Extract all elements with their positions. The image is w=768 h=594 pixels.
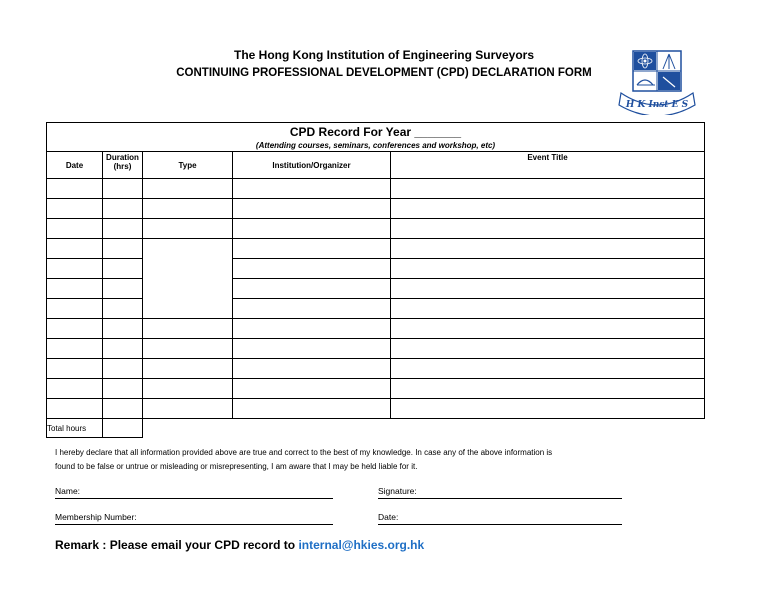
- cpd-record-table: [46, 122, 705, 438]
- col-header-institution: Institution/Organizer: [233, 152, 391, 179]
- institution-cell[interactable]: [233, 299, 391, 319]
- table-row: [47, 239, 705, 259]
- date-cell[interactable]: [47, 239, 103, 259]
- type-cell-merged[interactable]: [143, 239, 233, 319]
- type-cell[interactable]: [143, 399, 233, 419]
- duration-cell[interactable]: [103, 239, 143, 259]
- col-header-type: Type: [143, 152, 233, 179]
- total-hours-label: Total hours: [47, 419, 103, 438]
- date-field[interactable]: Date:: [378, 512, 622, 525]
- institution-cell[interactable]: [233, 379, 391, 399]
- hkies-logo-icon: [615, 47, 699, 115]
- record-header-cell: [47, 123, 705, 152]
- duration-cell[interactable]: [103, 259, 143, 279]
- logo-text: H K Inst E S: [625, 100, 689, 110]
- event-title-cell[interactable]: [391, 299, 705, 319]
- event-title-cell[interactable]: [391, 379, 705, 399]
- date-cell[interactable]: [47, 299, 103, 319]
- date-cell[interactable]: [47, 179, 103, 199]
- col-header-event-title: Event Title: [391, 152, 705, 179]
- duration-cell[interactable]: [103, 179, 143, 199]
- type-cell[interactable]: [143, 199, 233, 219]
- institution-cell[interactable]: [233, 279, 391, 299]
- event-title-cell[interactable]: [391, 199, 705, 219]
- institution-cell[interactable]: [233, 259, 391, 279]
- table-row: [47, 379, 705, 399]
- type-cell[interactable]: [143, 219, 233, 239]
- institution-cell[interactable]: [233, 199, 391, 219]
- type-cell[interactable]: [143, 379, 233, 399]
- col-header-duration: [103, 152, 143, 179]
- institution-cell[interactable]: [233, 399, 391, 419]
- event-title-cell[interactable]: [391, 179, 705, 199]
- duration-cell[interactable]: [103, 339, 143, 359]
- type-cell[interactable]: [143, 179, 233, 199]
- duration-cell[interactable]: [103, 379, 143, 399]
- institution-cell[interactable]: [233, 359, 391, 379]
- organization-name: The Hong Kong Institution of Engineering Surveyors: [234, 48, 534, 62]
- table-row: [47, 319, 705, 339]
- col-header-date: Date: [47, 152, 103, 179]
- form-title: CONTINUING PROFESSIONAL DEVELOPMENT (CPD) DECLARATION FORM: [176, 67, 592, 79]
- duration-cell[interactable]: [103, 299, 143, 319]
- type-cell[interactable]: [143, 319, 233, 339]
- duration-cell[interactable]: [103, 279, 143, 299]
- record-title: CPD Record For Year _______: [289, 125, 462, 139]
- event-title-cell[interactable]: [391, 339, 705, 359]
- event-title-cell[interactable]: [391, 359, 705, 379]
- institution-cell[interactable]: [233, 219, 391, 239]
- signature-field[interactable]: Signature:: [378, 486, 622, 499]
- name-field[interactable]: Name:: [55, 486, 333, 499]
- date-cell[interactable]: [47, 359, 103, 379]
- declaration-line-2: found to be false or untrue or misleading or misrepresenting, I am aware that I may be held liable for it.: [55, 462, 418, 471]
- blank-area: [143, 419, 705, 438]
- duration-label: Duration: [106, 153, 139, 162]
- date-cell[interactable]: [47, 379, 103, 399]
- table-row: [47, 339, 705, 359]
- event-title-cell[interactable]: [391, 239, 705, 259]
- institution-cell[interactable]: [233, 319, 391, 339]
- table-row: [47, 219, 705, 239]
- remark: [55, 538, 424, 552]
- membership-number-field[interactable]: Membership Number:: [55, 512, 333, 525]
- table-row: [47, 359, 705, 379]
- duration-cell[interactable]: [103, 399, 143, 419]
- date-cell[interactable]: [47, 339, 103, 359]
- date-cell[interactable]: [47, 319, 103, 339]
- record-subtitle: (Attending courses, seminars, conferences and workshop, etc): [255, 141, 496, 150]
- date-cell[interactable]: [47, 279, 103, 299]
- institution-cell[interactable]: [233, 339, 391, 359]
- table-row: [47, 179, 705, 199]
- type-cell[interactable]: [143, 339, 233, 359]
- event-title-cell[interactable]: [391, 279, 705, 299]
- event-title-cell[interactable]: [391, 319, 705, 339]
- table-row: [47, 399, 705, 419]
- remark-text: Remark : Please email your CPD record to: [55, 538, 299, 552]
- duration-unit: (hrs): [113, 162, 132, 171]
- date-cell[interactable]: [47, 259, 103, 279]
- duration-cell[interactable]: [103, 319, 143, 339]
- date-cell[interactable]: [47, 199, 103, 219]
- duration-cell[interactable]: [103, 219, 143, 239]
- event-title-cell[interactable]: [391, 259, 705, 279]
- declaration-text: [55, 446, 675, 474]
- duration-cell[interactable]: [103, 359, 143, 379]
- table-row: [47, 199, 705, 219]
- date-cell[interactable]: [47, 399, 103, 419]
- type-cell[interactable]: [143, 359, 233, 379]
- duration-cell[interactable]: [103, 199, 143, 219]
- total-hours-value[interactable]: [103, 419, 143, 438]
- email-link[interactable]: internal@hkies.org.hk: [298, 538, 425, 552]
- event-title-cell[interactable]: [391, 219, 705, 239]
- date-cell[interactable]: [47, 219, 103, 239]
- institution-cell[interactable]: [233, 179, 391, 199]
- event-title-cell[interactable]: [391, 399, 705, 419]
- declaration-line-1: I hereby declare that all information provided above are true and correct to the best of my knowledge. In case any of the above information is: [55, 448, 553, 457]
- institution-cell[interactable]: [233, 239, 391, 259]
